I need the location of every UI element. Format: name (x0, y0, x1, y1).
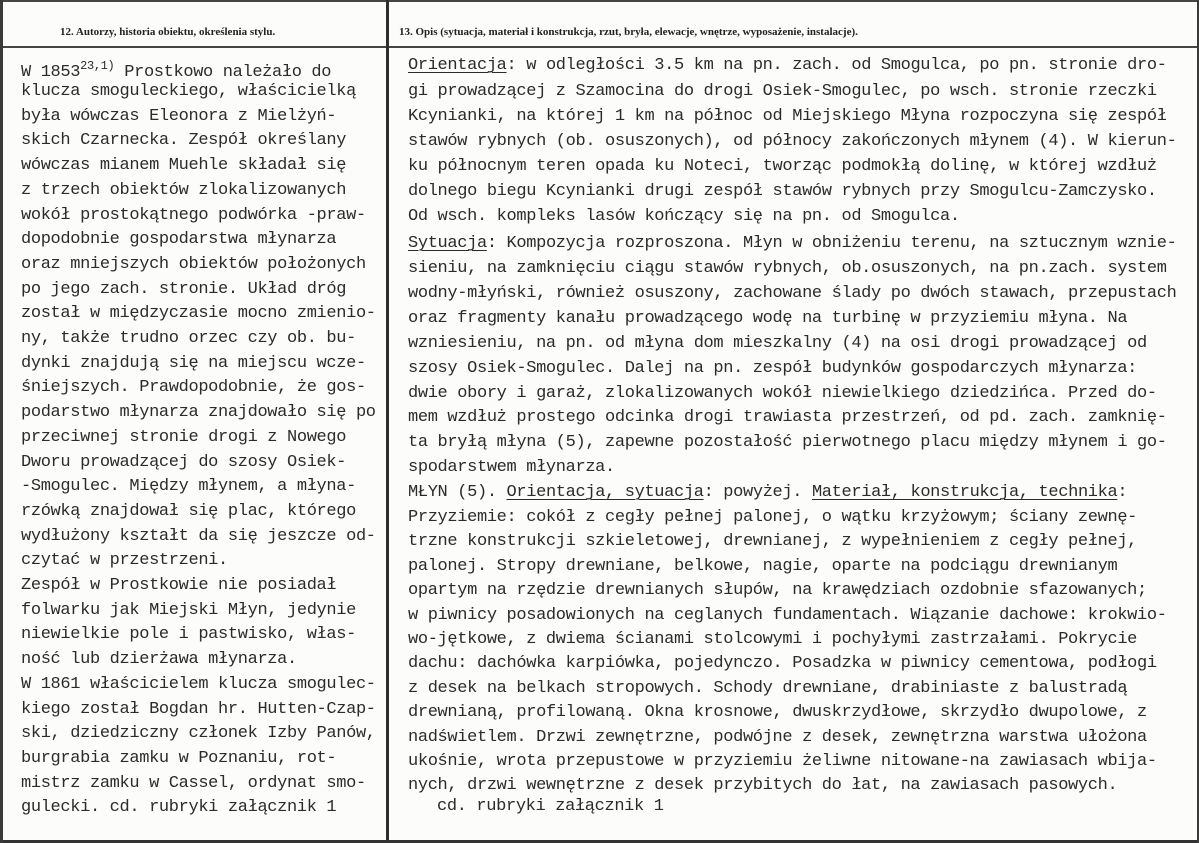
mlyn-line: wo-jętkowe, z dwiema ścianami stolcowymi i pochyłymi zastrzałami. Pokrycie (408, 630, 1138, 649)
header-rule (3, 46, 1197, 48)
history-line: rzówką znajdował się plac, którego (21, 501, 356, 521)
sytuacja-line: wodny-młyński, również osuszony, zachowane ślady po dwóch stawach, przepustach (408, 283, 1177, 303)
mlyn-material-heading: Materiał, konstrukcja, technika (811, 483, 1118, 502)
mlyn-orientacja-heading: Orientacja, sytuacja (506, 483, 704, 502)
history-line: z trzech obiektów zlokalizowanych (21, 180, 347, 200)
orientacja-line: ku północnym teren opada ku Noteci, tworząc podmokłą dolinę, w której wzdłuż (408, 156, 1157, 176)
mlyn-prefix: MŁYN (5). (408, 483, 507, 502)
mlyn-line: nadświetlem. Drzwi zewnętrzne, podwójne z desek, zewnętrzna warstwa ułożona (408, 727, 1147, 747)
history-line: burgrabia zamku w Poznaniu, rot- (21, 748, 337, 768)
history-line: przeciwnej stronie drogi z Nowego (21, 427, 347, 447)
history-line: W 1861 właścicielem klucza smogulec- (21, 674, 376, 694)
history-line: folwarku jak Miejski Młyn, jedynie (21, 600, 356, 620)
sytuacja-first-line (408, 234, 1176, 254)
history-line: Dworu prowadzącej do szosy Osiek- (21, 452, 347, 472)
history-line: wokół prostokątnego podwórka -praw- (21, 205, 366, 225)
mlyn-line: z desek na belkach stropowych. Schody drewniane, drabiniaste z balustradą (408, 678, 1128, 698)
history-line: dynki znajdują się na miejscu wcze- (21, 353, 366, 373)
history-line: po jego zach. stronie. Układ dróg (21, 279, 347, 299)
mlyn-line: drewnianą, profilowaną. Okna krosnowe, dwuskrzydłowe, skrzydło dwupolowe, z (408, 703, 1147, 723)
mlyn-line: palonej. Stropy drewniane, belkowe, nagie, oparte na podciągu drewnianym (408, 556, 1118, 576)
column-divider (386, 0, 389, 843)
history-line: śniejszych. Prawdopodobnie, że gos- (21, 378, 366, 398)
mlyn-line: w piwnicy posadowionych na ceglanych fundamentach. Wiązanie dachowe: krokwio- (408, 605, 1167, 625)
orientacja-heading: Orientacja (408, 56, 507, 75)
history-line: czytać w przestrzeni. (21, 551, 228, 571)
history-line: został w międzyczasie mocno zmienio- (21, 304, 376, 324)
history-line: dopodobnie gospodarstwa młynarza (21, 230, 337, 250)
sytuacja-line: szosy Osiek-Smogulec. Dalej na pn. zespół budynków gospodarczych młynarza: (408, 358, 1138, 378)
history-line: niewielkie pole i pastwisko, włas- (21, 625, 356, 645)
sytuacja-heading: Sytuacja (408, 234, 487, 253)
mlyn-line: ukośnie, wrota przepustowe w przyziemiu żeliwne nitowane-na zawiasach wbija- (408, 752, 1157, 771)
sytuacja-line: wzniesieniu, na pn. od młyna dom mieszkalny (4) na osi drogi prowadzącej od (408, 333, 1147, 353)
mlyn-suffix: : (1117, 483, 1128, 502)
sytuacja-line: sieniu, na zamknięciu ciągu stawów rybnych, ob.osuszonych, na pn.zach. system (408, 259, 1167, 278)
history-line: oraz mniejszych obiektów położonych (21, 254, 366, 274)
history-line: ny, także trudno orzec czy ob. bu- (21, 329, 356, 348)
mlyn-line: opartym na rzędzie drewnianych słupów, na krawędziach ozdobnie sfazowanych; (408, 581, 1147, 601)
sytuacja-line: spodarstwem młynarza. (408, 458, 615, 478)
orientacja-line: stawów rybnych (ob. osuszonych), od północy zakończonych młynem (4). W kierun- (408, 131, 1177, 151)
history-first-line (21, 56, 331, 83)
orientacja-line: gi prowadzącej z Szamocina do drogi Osiek-Smogulec, po wsch. stronie rzeczki (408, 82, 1157, 101)
history-line: była wówczas Eleonora z Mielżyń- (21, 106, 337, 126)
sytuacja-line: mem wzdłuż prostego odcinka drogi trawiasta przestrzeń, od pd. zach. zamknię- (408, 408, 1167, 428)
history-line: mistrz zamku w Cassel, ordynat smo- (21, 773, 366, 793)
right-column-header: 13. Opis (sytuacja, materiał i konstrukcja, rzut, bryła, elewacje, wnętrze, wyposażenie, instalacje). (399, 26, 858, 38)
history-line: -Smogulec. Między młynem, a młyna- (21, 477, 356, 497)
history-line: ski, dziedziczny członek Izby Panów, (21, 724, 376, 744)
history-line: wówczas mianem Muehle składał się (21, 156, 347, 176)
history-line: Zespół w Prostkowie nie posiadał (21, 576, 337, 595)
orientacja-line: Od wsch. kompleks lasów kończący się na pn. od Smogulca. (408, 206, 960, 226)
mlyn-line: Przyziemie: cokół z cegły pełnej palonej, o wątku krzyżowym; ściany zewnę- (408, 508, 1138, 527)
history-line: kiego został Bogdan hr. Hutten-Czap- (21, 699, 376, 719)
history-line: ność lub dzierżawa młynarza. (21, 650, 297, 670)
sytuacja-line: oraz fragmenty kanału prowadzącego wodę na turbinę w przyziemiu młyna. Na (408, 308, 1128, 328)
history-line: podarstwo młynarza znajdowało się po (21, 403, 376, 423)
sytuacja-line: dwie obory i garaż, zlokalizowanych wokół niewielkiego dziedzińca. Przed do- (408, 383, 1157, 403)
history-line: klucza smoguleckiego, właścicielką (21, 82, 356, 101)
mlyn-line: nych, drzwi wewnętrzne z desek przybitych do łat, na zawiasach pasowych. (408, 776, 1118, 796)
continuation-note: cd. rubryki załącznik 1 (437, 797, 664, 816)
mlyn-heading-line (408, 483, 1127, 503)
left-column-header: 12. Autorzy, historia obiektu, określenia stylu. (60, 26, 276, 38)
orientacja-line: Kcynianki, na której 1 km na północ od Miejskiego Młyna rozpoczyna się zespół (408, 106, 1167, 126)
orientacja-text: : w odległości 3.5 km na pn. zach. od Smogulca, po pn. stronie dro- (506, 56, 1167, 75)
history-line: gulecki. cd. rubryki załącznik 1 (21, 798, 337, 818)
history-line: skich Czarnecka. Zespół określany (21, 131, 347, 151)
mlyn-line: dachu: dachówka karpiówka, pojedynczo. Posadzka w piwnicy cementowa, podłogi (408, 654, 1157, 674)
mlyn-mid: : powyżej. (703, 483, 812, 502)
history-first-text: Prostkowo należało do (114, 63, 332, 82)
orientacja-line: dolnego biegu Kcynianki drugi zespół stawów rybnych przy Smogulcu-Zamczysko. (408, 181, 1157, 201)
orientacja-first-line (408, 56, 1167, 76)
footnote-ref: 23,1) (80, 59, 115, 73)
sytuacja-line: ta bryłą młyna (5), zapewne pozostałość pierwotnego placu między młynem i go- (408, 433, 1167, 453)
sytuacja-text: : Kompozycja rozproszona. Młyn w obniżeniu terenu, na sztucznym wznie- (486, 234, 1177, 253)
top-border (3, 0, 1197, 2)
mlyn-line: trzne konstrukcji szkieletowej, drewnianej, z wypełnieniem z cegły pełnej, (408, 532, 1138, 552)
history-year: W 1853 (21, 63, 81, 82)
history-line: wydłużony kształt da się jeszcze od- (21, 526, 376, 546)
